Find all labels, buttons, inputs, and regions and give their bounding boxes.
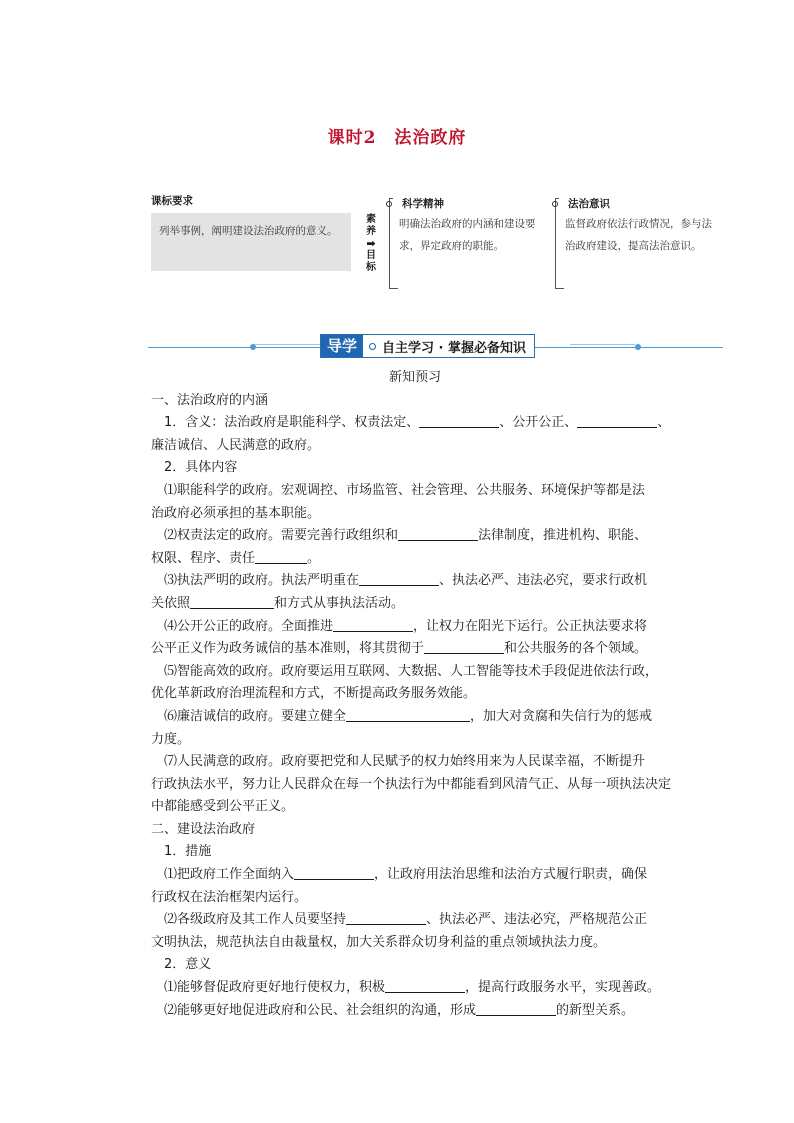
goal-label-char: 养 (366, 226, 376, 237)
goal-label-char: 目 (366, 250, 376, 261)
text-line: ⑶执法严明的政府。执法严明重在 、执法必严、违法必究，要求行政机 (164, 573, 648, 589)
text-line: ⑷公开公正的政府。全面推进 ，让权力在阳光下运行。公正执法要求将 (164, 618, 648, 634)
text-line: 行政权在法治框架内运行。 (151, 889, 308, 905)
goal-body: 明确法治政府的内涵和建设要求，界定政府的职能。 (399, 218, 536, 252)
goal-head: 科学精神 (402, 198, 444, 210)
goal-science (386, 196, 551, 257)
fill-blank[interactable] (255, 549, 307, 564)
text-line: 廉洁诚信、人民满意的政府。 (151, 437, 321, 453)
subheading: 2．具体内容 (164, 460, 238, 476)
fill-blank[interactable] (385, 978, 465, 993)
text-line: ⑸智能高效的政府。政府要运用互联网、大数据、人工智能等技术手段促进依法行政， (164, 663, 659, 679)
subheading: 2．意义 (164, 957, 212, 973)
text-line: ⑹廉洁诚信的政府。要建立健全 ，加大对贪腐和失信行为的惩戒 (164, 708, 653, 724)
preview-content (151, 367, 679, 1022)
text-line: ⑴把政府工作全面纳入 ，让政府用法治思维和法治方式履行职责，确保 (164, 867, 648, 883)
fill-blank[interactable] (577, 413, 657, 428)
text-line: 行政执法水平，努力让人民群众在每一个执法行为中都能看到风清气正、从每一项执法决定 (151, 776, 672, 792)
text-line: ⑺人民满意的政府。政府要把党和人民赋予的权力始终用来为人民谋幸福，不断提升 (164, 754, 646, 770)
divider-line (255, 344, 320, 345)
circle-icon (369, 343, 376, 350)
fill-blank[interactable] (476, 1001, 556, 1016)
goal-body: 监督政府依法行政情况，参与法治政府建设，提高法治意识。 (565, 218, 712, 252)
goal-label-char: 标 (366, 262, 376, 273)
bullet-icon (552, 201, 558, 207)
text-line: 优化革新政府治理流程和方式，不断提高政务服务效能。 (151, 686, 477, 702)
heading: 一、法治政府的内涵 (151, 392, 269, 408)
text-line: 治政府必须承担的基本职能。 (151, 505, 321, 521)
section-banner (320, 334, 535, 358)
text-line: 中都能感受到公平正义。 (151, 799, 295, 815)
goal-vertical-label (364, 214, 378, 274)
fill-blank[interactable] (190, 594, 274, 609)
fill-blank[interactable] (398, 526, 478, 541)
subheading: 1．措施 (164, 844, 212, 860)
fill-blank[interactable] (419, 413, 499, 428)
text-line: ⑴职能科学的政府。宏观调控、市场监管、社会管理、公共服务、环境保护等都是法 (164, 482, 646, 498)
text-line: 权限、程序、责任 。 (151, 550, 321, 566)
arrow-right-icon: ➡ (366, 237, 376, 250)
goal-law (552, 196, 712, 257)
requirement-box (151, 213, 351, 271)
goal-label-char: 素 (366, 214, 376, 225)
dot-icon (635, 344, 641, 350)
dot-icon (250, 344, 256, 350)
text-line: ⑴能够督促政府更好地行使权力，积极 ，提高行政服务水平，实现善政。 (164, 980, 661, 996)
fill-blank[interactable] (359, 571, 439, 586)
text-line: ⑵各级政府及其工作人员要坚持 、执法必严、违法必究，严格规范公正 (164, 912, 648, 928)
text-line: 力度。 (151, 731, 191, 747)
fill-blank[interactable] (424, 639, 504, 654)
banner-text: 自主学习 · 掌握必备知识 (382, 340, 527, 356)
requirement-text: 列举事例，阐明建设法治政府的意义。 (159, 225, 338, 237)
text-line: 1．含义：法治政府是职能科学、权责法定、 、公开公正、 、 (164, 415, 671, 431)
banner-tag: 导学 (321, 335, 363, 357)
text-line: ⑵能够更好地促进政府和公民、社会组织的沟通，形成 的新型关系。 (164, 1002, 635, 1018)
text-line: 公平正义作为政务诚信的基本准则，将其贯彻于 和公共服务的各个领域。 (151, 641, 648, 657)
heading: 二、建设法治政府 (151, 821, 256, 837)
section-title: 新知预习 (388, 370, 441, 385)
fill-blank[interactable] (294, 865, 374, 880)
requirement-label: 课标要求 (151, 195, 193, 207)
text-line: 文明执法，规范执法自由裁量权，加大关系群众切身利益的重点领域执法力度。 (151, 934, 607, 950)
text-line: 关依照 和方式从事执法活动。 (151, 595, 405, 611)
text-line: ⑵权责法定的政府。需要完善行政组织和 法律制度，推进机构、职能、 (164, 528, 648, 544)
fill-blank[interactable] (333, 617, 413, 632)
goal-head: 法治意识 (568, 198, 610, 210)
page-title: 课时2 法治政府 (327, 128, 467, 148)
divider-line (570, 344, 635, 345)
bullet-icon (386, 201, 392, 207)
fill-blank[interactable] (346, 707, 470, 722)
fill-blank[interactable] (346, 910, 426, 925)
